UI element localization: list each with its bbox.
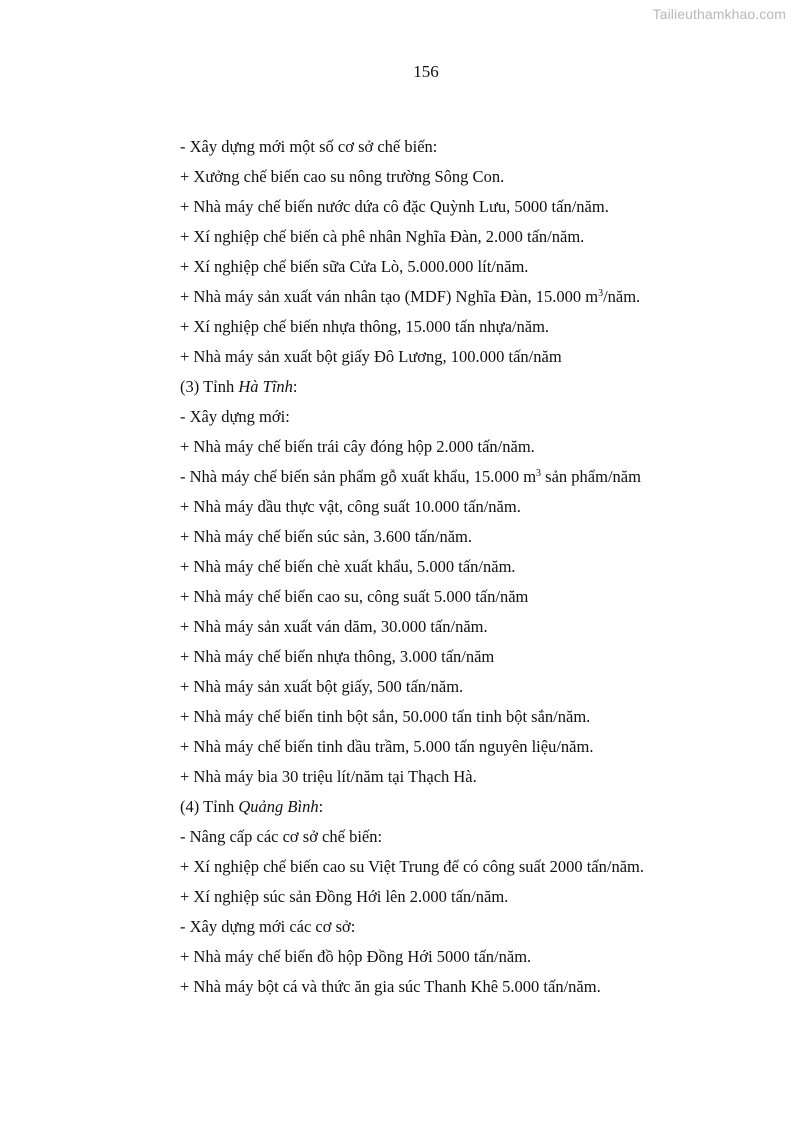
text-segment: - Nhà máy chế biến sản phẩm gỗ xuất khẩu, 15.000 m (180, 467, 537, 486)
text-segment: sản phẩm/năm (541, 467, 641, 486)
text-line: - Xây dựng mới: (180, 407, 290, 426)
text-line: + Xưởng chế biến cao su nông trường Sông Con. (180, 167, 505, 186)
text-line: + Nhà máy chế biến nước dứa cô đặc Quỳnh Lưu, 5000 tấn/năm. (180, 197, 609, 216)
text-line: + Nhà máy chế biến đồ hộp Đồng Hới 5000 tấn/năm. (180, 947, 532, 966)
document-body (180, 132, 740, 1002)
text-line: - Xây dựng mới một số cơ sở chế biến: (180, 137, 438, 156)
text-line: + Nhà máy sản xuất ván dăm, 30.000 tấn/năm. (180, 617, 488, 636)
text-line: + Nhà máy chế biến nhựa thông, 3.000 tấn/năm (180, 647, 495, 666)
text-segment: (3) Tỉnh (180, 377, 239, 396)
province-name: Quảng Bình (238, 797, 319, 816)
province-name: Hà Tĩnh (238, 377, 293, 396)
text-segment: : (318, 797, 324, 816)
text-line (180, 282, 740, 312)
text-segment: + Nhà máy sản xuất ván nhân tạo (MDF) Nghĩa Đàn, 15.000 m (180, 287, 599, 306)
text-segment: : (292, 377, 298, 396)
text-line: + Nhà máy sản xuất bột giấy Đô Lương, 100.000 tấn/năm (180, 347, 562, 366)
text-line: + Nhà máy chế biến cao su, công suất 5.000 tấn/năm (180, 587, 529, 606)
text-line: + Xí nghiệp chế biến nhựa thông, 15.000 tấn nhựa/năm. (180, 317, 550, 336)
text-line (180, 462, 740, 492)
page-number: 156 (413, 62, 439, 81)
superscript: 3 (598, 288, 604, 299)
text-line: + Nhà máy chế biến tinh bột sắn, 50.000 tấn tinh bột sắn/năm. (180, 707, 591, 726)
superscript: 3 (536, 468, 542, 479)
text-segment: /năm. (603, 287, 641, 306)
text-line: + Nhà máy chế biến trái cây đóng hộp 2.000 tấn/năm. (180, 437, 535, 456)
text-line: + Nhà máy bột cá và thức ăn gia súc Thanh Khê 5.000 tấn/năm. (180, 977, 601, 996)
text-line: + Xí nghiệp súc sản Đồng Hới lên 2.000 tấn/năm. (180, 887, 509, 906)
text-line: + Nhà máy chế biến súc sản, 3.600 tấn/năm. (180, 527, 473, 546)
text-line: + Nhà máy dầu thực vật, công suất 10.000 tấn/năm. (180, 497, 521, 516)
text-line: - Nâng cấp các cơ sở chế biến: (180, 827, 383, 846)
text-line: + Nhà máy bia 30 triệu lít/năm tại Thạch Hà. (180, 767, 477, 786)
section-heading (180, 792, 740, 822)
watermark: Tailieuthamkhao.com (652, 6, 786, 22)
text-line: + Xí nghiệp chế biến cao su Việt Trung để có công suất 2000 tấn/năm. (180, 857, 644, 876)
text-line: + Xí nghiệp chế biến sữa Cửa Lò, 5.000.000 lít/năm. (180, 257, 529, 276)
text-line: + Nhà máy sản xuất bột giấy, 500 tấn/năm. (180, 677, 464, 696)
text-segment: (4) Tỉnh (180, 797, 239, 816)
text-line: - Xây dựng mới các cơ sở: (180, 917, 356, 936)
text-line: + Nhà máy chế biến tinh dầu trầm, 5.000 tấn nguyên liệu/năm. (180, 737, 594, 756)
text-line: + Xí nghiệp chế biến cà phê nhân Nghĩa Đàn, 2.000 tấn/năm. (180, 227, 585, 246)
text-line: + Nhà máy chế biến chè xuất khẩu, 5.000 tấn/năm. (180, 557, 516, 576)
section-heading (180, 372, 740, 402)
